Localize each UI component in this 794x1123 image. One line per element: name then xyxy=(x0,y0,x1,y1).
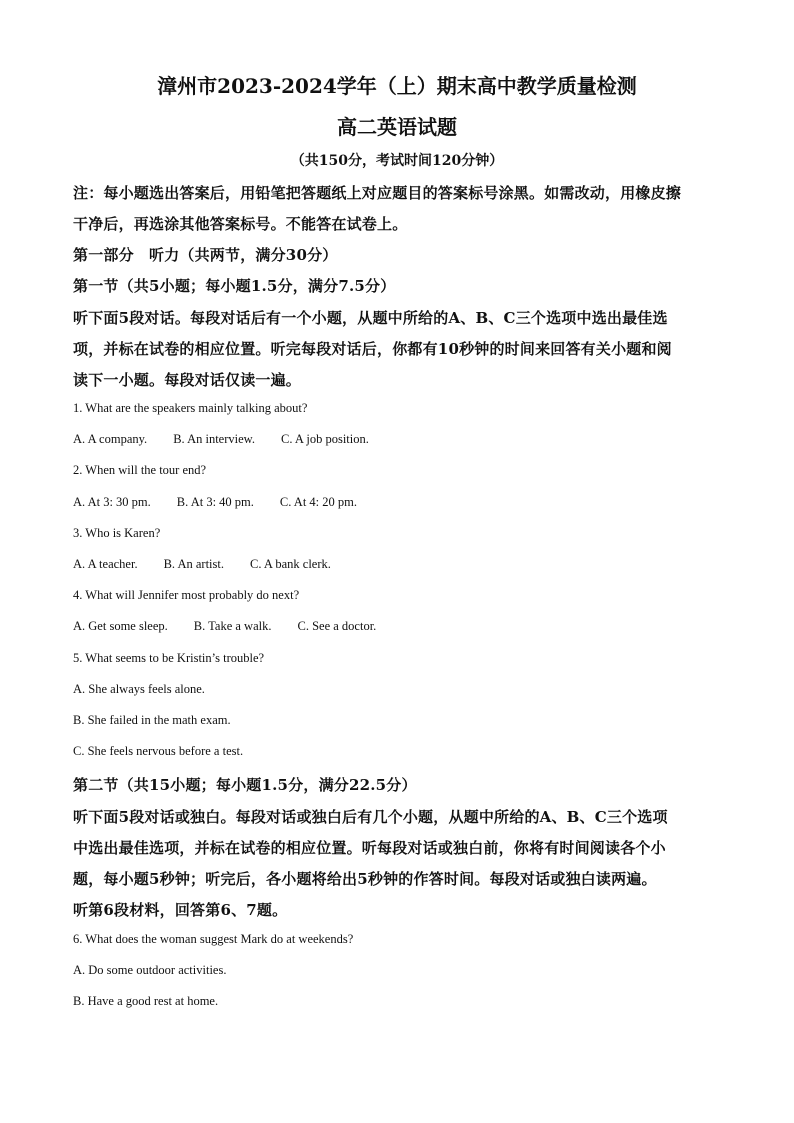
section1-instruction-2: 项，并标在试卷的相应位置。听完每段对话后，你都有10秒钟的时间来回答有关小题和阅 xyxy=(73,340,672,358)
section1-instruction-1: 听下面5段对话。每段对话后有一个小题，从题中所给的A、B、C三个选项中选出最佳选 xyxy=(73,309,668,327)
option-b: B. An interview. xyxy=(173,432,256,446)
part1-heading: 第一部分 听力（共两节，满分30分） xyxy=(73,246,338,264)
option-a: A. Get some sleep. xyxy=(73,619,168,633)
option-c: C. See a doctor. xyxy=(297,619,377,633)
option-b: B. Have a good rest at home. xyxy=(73,994,219,1008)
option-b: B. Take a walk. xyxy=(193,619,272,633)
notice-line-1: 注：每小题选出答案后，用铅笔把答题纸上对应题目的答案标号涂黑。如需改动，用橡皮擦 xyxy=(73,184,682,202)
question-stem: 4. What will Jennifer most probably do next? xyxy=(73,588,300,602)
question-options xyxy=(73,495,383,510)
option-a: A. Do some outdoor activities. xyxy=(73,963,227,977)
section2-instruction-2: 中选出最佳选项，并标在试卷的相应位置。听每段对话或独白前，你将有时间阅读各个小 xyxy=(73,839,666,857)
section2-heading: 第二节（共15小题；每小题1.5分，满分22.5分） xyxy=(73,776,417,794)
option-b: B. She failed in the math exam. xyxy=(73,713,231,727)
option-a: A. At 3: 30 pm. xyxy=(73,495,151,509)
option-c: C. At 4: 20 pm. xyxy=(279,495,357,509)
option-c: C. A job position. xyxy=(281,432,369,446)
option-b: B. An artist. xyxy=(163,557,224,571)
question-options xyxy=(73,619,402,634)
subject-title: 高二英语试题 xyxy=(337,115,457,139)
question-stem: 2. When will the tour end? xyxy=(73,463,207,477)
section2-instruction-3: 题，每小题5秒钟；听完后，各小题将给出5秒钟的作答时间。每段对话或独白读两遍。 xyxy=(73,870,657,888)
section2-instruction-4: 听第6段材料，回答第6、7题。 xyxy=(73,901,288,919)
option-a: A. She always feels alone. xyxy=(73,682,205,696)
question-options xyxy=(73,557,357,572)
option-a: A. A teacher. xyxy=(73,557,138,571)
question-stem: 1. What are the speakers mainly talking about? xyxy=(73,401,308,415)
exam-title: 漳州市2023-2024学年（上）期末高中教学质量检测 xyxy=(157,74,637,98)
notice-line-2: 干净后，再选涂其他答案标号。不能答在试卷上。 xyxy=(73,215,408,233)
question-options xyxy=(73,432,395,447)
section2-instruction-1: 听下面5段对话或独白。每段对话或独白后有几个小题，从题中所给的A、B、C三个选项 xyxy=(73,808,668,826)
exam-info: （共150分，考试时间120分钟） xyxy=(290,153,504,169)
option-c: C. She feels nervous before a test. xyxy=(73,744,244,758)
section1-heading: 第一节（共5小题；每小题1.5分，满分7.5分） xyxy=(73,277,396,295)
section1-instruction-3: 读下一小题。每段对话仅读一遍。 xyxy=(73,371,302,389)
option-a: A. A company. xyxy=(73,432,148,446)
question-stem: 5. What seems to be Kristin’s trouble? xyxy=(73,651,265,665)
question-stem: 6. What does the woman suggest Mark do at weekends? xyxy=(73,932,354,946)
option-b: B. At 3: 40 pm. xyxy=(176,495,254,509)
question-stem: 3. Who is Karen? xyxy=(73,526,161,540)
option-c: C. A bank clerk. xyxy=(250,557,331,571)
